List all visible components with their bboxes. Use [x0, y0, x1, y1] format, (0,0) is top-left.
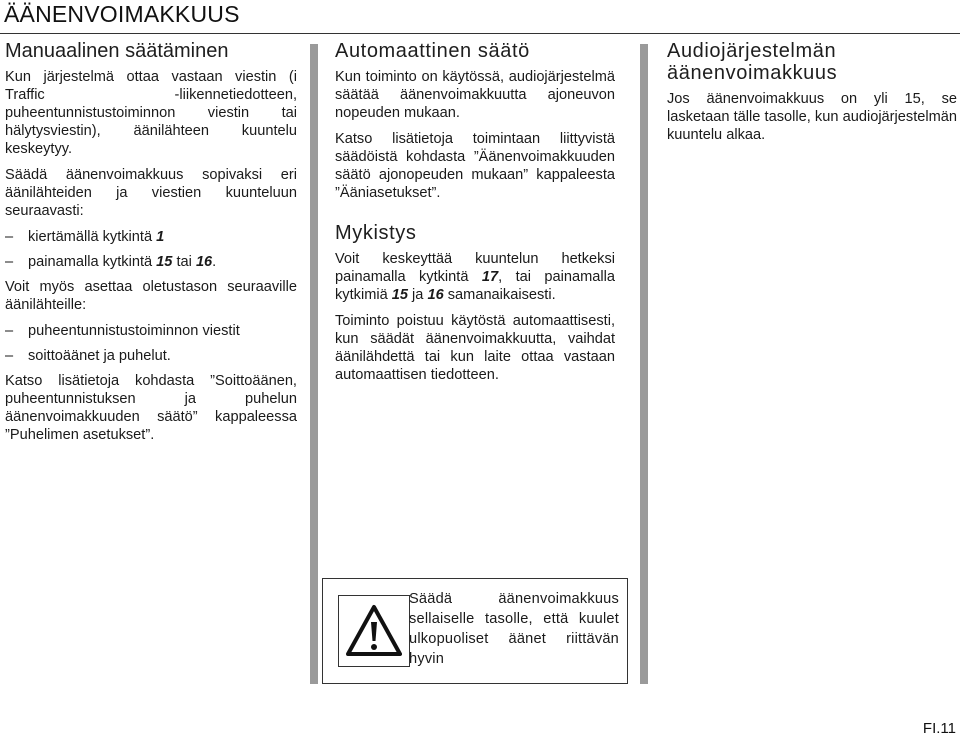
control-number: 15 [391, 287, 408, 303]
paragraph-text: samanaikaisesti. [443, 287, 556, 303]
paragraph: Toiminto poistuu käytöstä automaattisesti, kun säädät äänenvoimakkuutta, vaihdat äänilähdettä tai kun laite ottaa vastaan automaattisen tiedotteen. [335, 313, 615, 383]
paragraph [335, 250, 615, 304]
control-number: 16 [427, 287, 444, 303]
title-divider [0, 33, 960, 34]
section-heading-automatic: Automaattinen säätö [335, 40, 530, 62]
dash-list-item: – soittoäänet ja puhelut. [5, 347, 297, 365]
control-number: 15 [156, 254, 173, 270]
section-heading-manual: Manuaalinen säätäminen [5, 40, 229, 62]
paragraph-text: , tai painamalla kytkimiä [335, 269, 615, 303]
paragraph: Kun järjestelmä ottaa vastaan viestin (i Traffic -liikennetiedotteen, puheentunnistustoiminnon viestin tai hälytysviestin), äänilähteen kuuntelu keskeytyy. [5, 69, 297, 157]
list-item-text: . [212, 254, 217, 270]
column-divider-bar [310, 44, 318, 684]
dash-list-item: – puheentunnistustoiminnon viestit [5, 322, 297, 340]
warning-text: Säädä äänenvoimakkuus sellaiselle tasolle, että kuulet ulkopuoliset äänet riittävän hyvin [409, 591, 619, 667]
section-heading-audio-volume: Audiojärjestelmän äänenvoimakkuus [667, 40, 838, 84]
page-number: FI.11 [922, 720, 956, 737]
control-number: 1 [156, 229, 165, 245]
dash-list-item [5, 228, 297, 246]
warning-box [322, 578, 628, 684]
paragraph: Katso lisätietoja kohdasta ”Soittoäänen, puheentunnistuksen ja puhelun äänenvoimakkuuden säätö” kappaleessa ”Puhelimen asetukset”. [5, 373, 297, 443]
column-manual-adjustment [5, 40, 297, 452]
warning-triangle-icon [346, 604, 402, 658]
paragraph: Katso lisätietoja toimintaan liittyvistä säädöistä kohdasta ”Äänenvoimakkuuden säätö ajonopeuden mukaan” kappaleesta ”Ääniasetukset”. [335, 131, 615, 201]
paragraph-text: ja [408, 287, 428, 303]
dash-list-item [5, 253, 297, 271]
list-item-text: kiertämällä kytkintä [28, 229, 157, 245]
list-item-text: painamalla kytkintä [28, 254, 157, 270]
control-number: 16 [195, 254, 213, 270]
control-number: 17 [481, 269, 499, 285]
paragraph: Säädä äänenvoimakkuus sopivaksi eri äänilähteiden ja viestien kuunteluun seuraavasti: [5, 167, 297, 219]
paragraph: Voit myös asettaa oletustason seuraaville äänilähteille: [5, 279, 297, 313]
warning-icon-frame [338, 595, 410, 667]
column-automatic-adjustment [335, 40, 615, 392]
section-heading-mute: Mykistys [335, 222, 417, 244]
list-item-text: tai [172, 254, 196, 270]
paragraph: Kun toiminto on käytössä, audiojärjestelmä säätää äänenvoimakkuutta ajoneuvon nopeuden mukaan. [335, 69, 615, 121]
column-audio-volume [667, 40, 957, 152]
page-title: ÄÄNENVOIMAKKUUS [4, 1, 240, 27]
column-divider-bar [640, 44, 648, 684]
paragraph: Jos äänenvoimakkuus on yli 15, se lasketaan tälle tasolle, kun audiojärjestelmän kuuntelu alkaa. [667, 91, 957, 143]
paragraph-text: Voit keskeyttää kuuntelun hetkeksi painamalla kytkintä [335, 251, 615, 285]
